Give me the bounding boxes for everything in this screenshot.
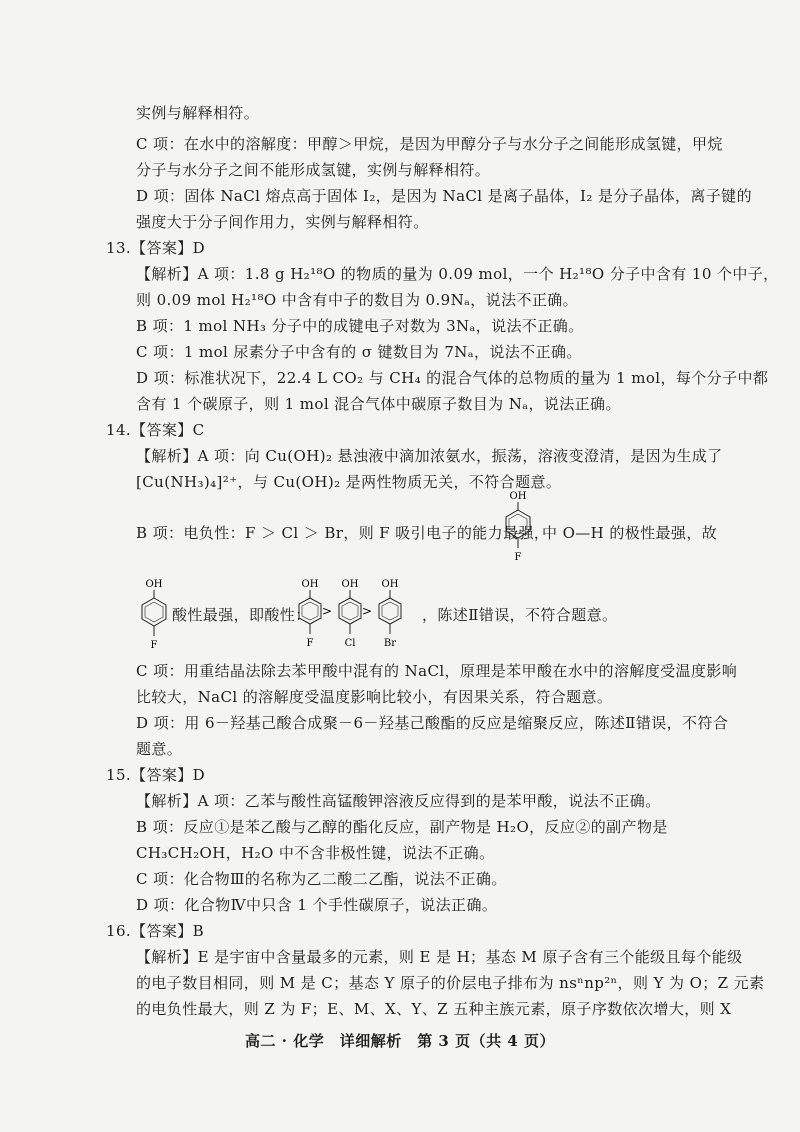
text-line: 则 0.09 mol H₂¹⁸O 中含有中子的数目为 0.9Nₐ，说法不正确。 <box>136 291 579 309</box>
text-line: D 项：固体 NaCl 熔点高于固体 I₂，是因为 NaCl 是离子晶体，I₂ 是分子晶体，离子键的 <box>136 187 752 205</box>
text-line: 【解析】A 项：1.8 g H₂¹⁸O 的物质的量为 0.09 mol，一个 H₂¹⁸O 分子中含有 10 个中子， <box>136 265 779 283</box>
br-label: Br <box>383 638 397 649</box>
text-line: 【解析】A 项：向 Cu(OH)₂ 悬浊液中滴加浓氨水，振荡，溶液变澄清，是因为生成了 <box>136 447 723 465</box>
greater-than-sign: > <box>361 604 373 618</box>
answer-heading: 16.【答案】B <box>106 922 205 940</box>
answer-heading: 14.【答案】C <box>106 421 205 439</box>
text-line: D 项：标准状况下，22.4 L CO₂ 与 CH₄ 的混合气体的总物质的量为 1 mol，每个分子中都 <box>136 369 769 387</box>
4-fluorophenol-structure <box>134 578 174 658</box>
page-footer: 高二 · 化学 详细解析 第 3 页（共 4 页） <box>245 1032 555 1050</box>
text-line: 【解析】A 项：乙苯与酸性高锰酸钾溶液反应得到的是苯甲酸，说法不正确。 <box>136 792 661 810</box>
text-line: 酸性最强，即酸性： <box>172 606 311 624</box>
f-label: F <box>306 638 314 649</box>
oh-label: OH <box>509 491 527 502</box>
text-line: C 项：用重结晶法除去苯甲酸中混有的 NaCl，原理是苯甲酸在水中的溶解度受温度影响 <box>136 662 738 680</box>
text-line: 题意。 <box>136 740 183 758</box>
text-line: D 项：化合物Ⅳ中只含 1 个手性碳原子，说法正确。 <box>136 896 498 914</box>
text-line: 实例与解释相符。 <box>136 104 260 122</box>
text-line: C 项：在水中的溶解度：甲醇＞甲烷，是因为甲醇分子与水分子之间能形成氢键，甲烷 <box>136 135 723 153</box>
f-label: F <box>150 640 158 651</box>
greater-than-sign: > <box>321 604 333 618</box>
text-line: ，陈述Ⅱ错误，不符合题意。 <box>422 606 618 624</box>
oh-label: OH <box>381 579 399 590</box>
cl-label: Cl <box>344 638 356 649</box>
text-line: C 项：1 mol 尿素分子中含有的 σ 键数目为 7Nₐ，说法不正确。 <box>136 343 582 361</box>
acidity-series-structures <box>296 578 418 658</box>
4-fluorophenol-structure <box>498 490 538 570</box>
text-line: [Cu(NH₃)₄]²⁺，与 Cu(OH)₂ 是两性物质无关，不符合题意。 <box>136 473 562 491</box>
text-line: 比较大，NaCl 的溶解度受温度影响比较小，有因果关系，符合题意。 <box>136 688 613 706</box>
text-line: 的电负性最大，则 Z 为 F；E、M、X、Y、Z 五种主族元素，原子序数依次增大，则 X <box>136 1000 732 1018</box>
text-line: 含有 1 个碳原子，则 1 mol 混合气体中碳原子数目为 Nₐ，说法正确。 <box>136 395 621 413</box>
text-line: 的电子数目相同，则 M 是 C；基态 Y 原子的价层电子排布为 nsⁿnp²ⁿ，则 Y 为 O；Z 元素 <box>136 974 765 992</box>
oh-label: OH <box>145 579 163 590</box>
text-line: 强度大于分子间作用力，实例与解释相符。 <box>136 213 429 231</box>
text-line: B 项：1 mol NH₃ 分子中的成键电子对数为 3Nₐ，说法不正确。 <box>136 317 584 335</box>
text-line: 分子与水分子之间不能形成氢键，实例与解释相符。 <box>136 161 491 179</box>
text-line: B 项：反应①是苯乙酸与乙醇的酯化反应，副产物是 H₂O，反应②的副产物是 <box>136 818 668 836</box>
text-line: D 项：用 6－羟基己酸合成聚－6－羟基己酸酯的反应是缩聚反应，陈述Ⅱ错误，不符合 <box>136 714 729 732</box>
f-label: F <box>514 552 522 563</box>
answer-heading: 13.【答案】D <box>106 239 206 257</box>
oh-label: OH <box>341 579 359 590</box>
text-line: C 项：化合物Ⅲ的名称为乙二酸二乙酯，说法不正确。 <box>136 870 507 888</box>
oh-label: OH <box>301 579 319 590</box>
text-line: CH₃CH₂OH，H₂O 中不含非极性键，说法不正确。 <box>136 844 495 862</box>
text-line: 【解析】E 是宇宙中含量最多的元素，则 E 是 H；基态 M 原子含有三个能级且每个能级 <box>136 948 743 966</box>
text-line: 中 O—H 的极性最强，故 <box>542 524 718 542</box>
answer-heading: 15.【答案】D <box>106 766 206 784</box>
text-line: B 项：电负性：F ＞ Cl ＞ Br，则 F 吸引电子的能力最强， <box>136 524 550 542</box>
